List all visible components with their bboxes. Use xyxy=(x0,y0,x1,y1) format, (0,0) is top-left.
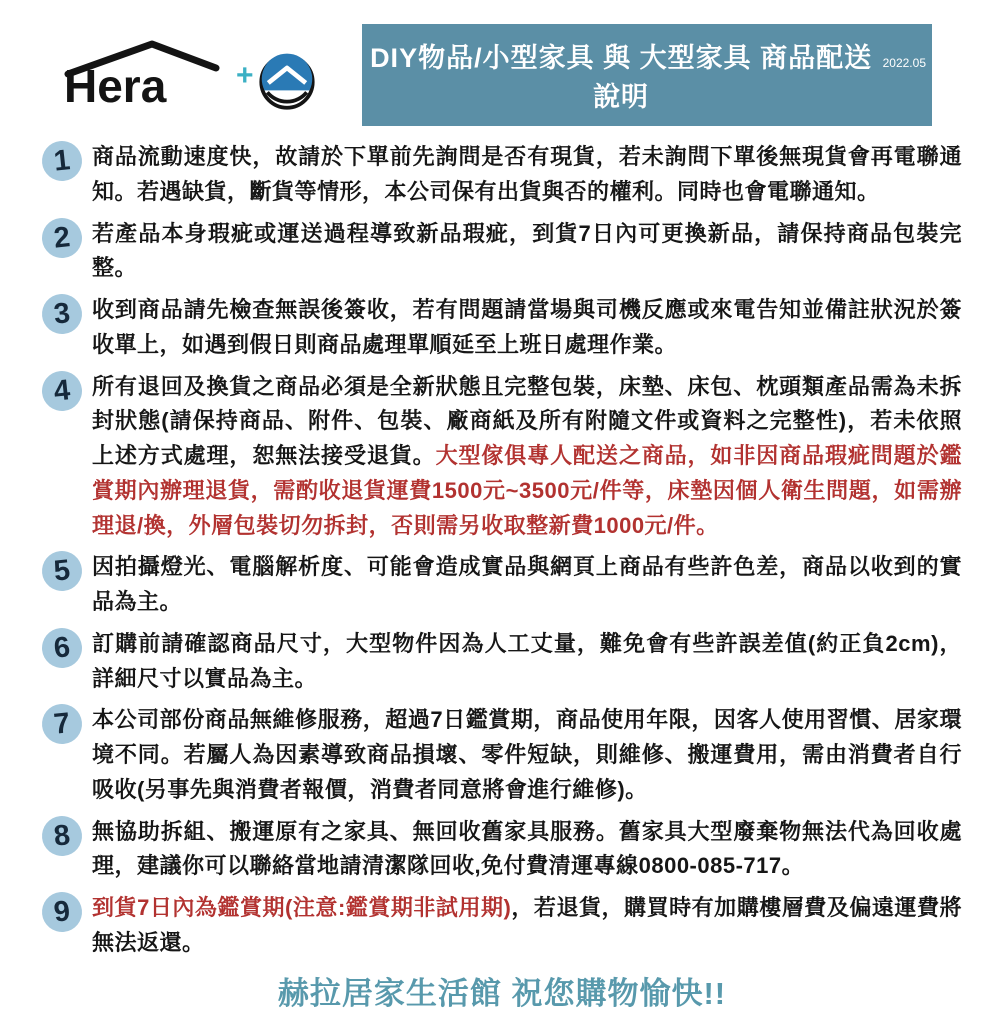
notice-item-6 xyxy=(42,627,962,697)
title-bar xyxy=(362,24,932,126)
logo-wordmark xyxy=(64,38,234,113)
item-number-badge: 7 xyxy=(40,702,84,746)
item-text-segment: ，若退貨，購買時有加購樓層費及偏遠運費將無法返還。 xyxy=(92,895,962,955)
notice-list xyxy=(42,140,962,961)
item-text xyxy=(92,703,962,807)
item-text-red-segment: 到貨7日內為鑑賞期(注意:鑑賞期非試用期) xyxy=(92,895,512,920)
notice-item-3 xyxy=(42,293,962,363)
item-number-badge: 9 xyxy=(40,890,84,934)
item-text-red-segment: 大型傢俱專人配送之商品，如非因商品瑕疵問題於鑑賞期內辦理退貨，需酌收退貨運費1500元~3500元/件等，床墊因個人衛生問題，如需辦理退/換，外層包裝切勿拆封，否則需另收取整新費1000元/件。 xyxy=(92,443,962,538)
hera-logo xyxy=(64,38,316,113)
item-text-segment: 所有退回及換貨之商品必須是全新狀態且完整包裝，床墊、床包、枕頭類產品需為未拆封狀態(請保持商品、附件、包裝、廠商紙及所有附隨文件或資料之完整性)，若未依照上述方式處理，恕無法接受退貨。 xyxy=(92,373,962,468)
notice-item-8 xyxy=(42,815,962,885)
item-number-badge: 4 xyxy=(40,369,84,413)
logo-text: Hera xyxy=(64,59,167,108)
logo-plus-sign: + xyxy=(236,58,254,92)
item-number-badge: 2 xyxy=(40,216,84,260)
notice-item-2 xyxy=(42,217,962,287)
header xyxy=(42,24,962,126)
page-title: DIY物品/小型家具 與 大型家具 商品配送說明 xyxy=(370,43,873,112)
item-number-badge: 5 xyxy=(40,549,84,593)
item-number-badge: 6 xyxy=(40,626,84,670)
item-text-segment: 收到商品請先檢查無誤後簽收，若有問題請當場與司機反應或來電告知並備註狀況於簽收單上，如遇到假日則商品處理單順延至上班日處理作業。 xyxy=(92,297,962,357)
item-text xyxy=(92,815,962,885)
notice-item-1 xyxy=(42,140,962,210)
item-text xyxy=(92,550,962,620)
item-text-segment: 若產品本身瑕疵或運送過程導致新品瑕疵，到貨7日內可更換新品，請保持商品包裝完整。 xyxy=(92,220,962,281)
item-text xyxy=(92,293,962,363)
item-text-segment: 訂購前請確認商品尺寸，大型物件因為人工丈量，難免會有些許誤差值(約正負2cm)，詳細尺寸以實品為主。 xyxy=(92,630,962,691)
item-text xyxy=(92,140,962,210)
hera-house-icon xyxy=(258,53,316,111)
notice-item-5 xyxy=(42,550,962,620)
item-text xyxy=(92,370,962,544)
footer-slogan: 赫拉居家生活館 祝您購物愉快!! xyxy=(277,975,727,1011)
item-text-segment: 商品流動速度快，故請於下單前先詢問是否有現貨，若未詢問下單後無現貨會再電聯通知。若遇缺貨，斷貨等情形，本公司保有出貨與否的權利。同時也會電聯通知。 xyxy=(92,144,962,204)
item-text-segment: 無協助拆組、搬運原有之家具、無回收舊家具服務。舊家具大型廢棄物無法代為回收處理，建議你可以聯絡當地請清潔隊回收,免付費清運專線0800-085-717。 xyxy=(92,818,962,879)
item-text-segment: 因拍攝燈光、電腦解析度、可能會造成實品與網頁上商品有些許色差，商品以收到的實品為主。 xyxy=(92,554,962,614)
footer xyxy=(42,968,962,1013)
item-text xyxy=(92,627,962,697)
notice-item-9 xyxy=(42,891,962,961)
roof-icon xyxy=(64,38,234,108)
notice-item-7 xyxy=(42,703,962,807)
item-text xyxy=(92,891,962,961)
item-number-badge: 1 xyxy=(40,139,84,183)
item-number-badge: 3 xyxy=(40,292,84,336)
item-number-badge: 8 xyxy=(40,814,84,858)
item-text xyxy=(92,217,962,287)
notice-item-4 xyxy=(42,370,962,544)
item-text-segment: 本公司部份商品無維修服務，超過7日鑑賞期，商品使用年限，因客人使用習慣、居家環境不同。若屬人為因素導致商品損壞、零件短缺，則維修、搬運費用，需由消費者自行吸收(另事先與消費者報價，消費者同意將會進行維修)。 xyxy=(92,707,962,802)
version-label: 2022.05 xyxy=(882,56,926,70)
